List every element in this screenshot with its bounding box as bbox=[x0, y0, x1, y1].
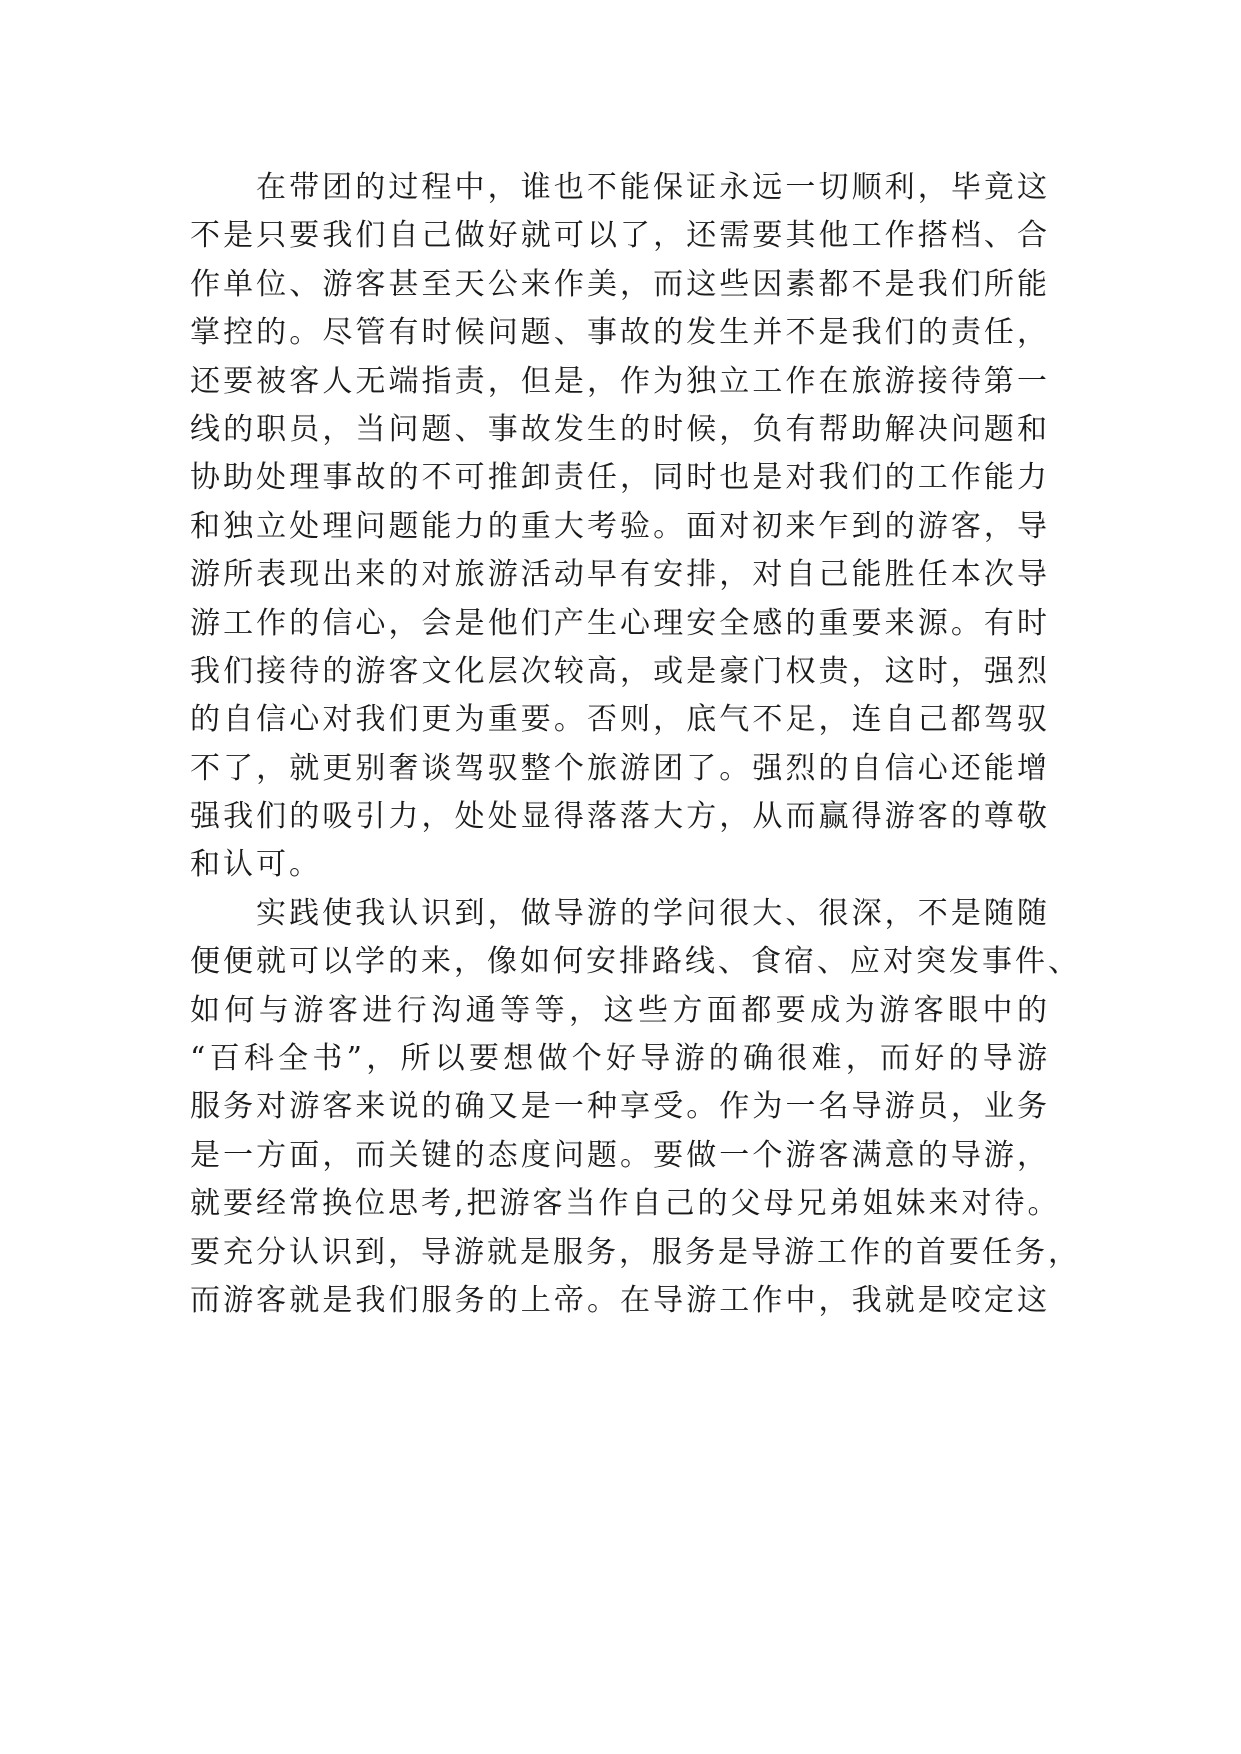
paragraph-line: 作单位、游客甚至天公来作美，而这些因素都不是我们所能 bbox=[190, 266, 1050, 302]
paragraph-line: 还要被客人无端指责，但是，作为独立工作在旅游接待第一 bbox=[190, 363, 1050, 399]
paragraph-line: 而游客就是我们服务的上帝。在导游工作中，我就是咬定这 bbox=[190, 1282, 1050, 1318]
paragraph-line: 强我们的吸引力，处处显得落落大方，从而赢得游客的尊敬 bbox=[190, 799, 1050, 835]
paragraph-line: 和认可。 bbox=[190, 847, 322, 883]
paragraph-line: 要充分认识到，导游就是服务，服务是导游工作的首要任务， bbox=[190, 1234, 1081, 1270]
paragraph-line: 我们接待的游客文化层次较高，或是豪门权贵，这时，强烈 bbox=[190, 653, 1050, 689]
document-body bbox=[190, 164, 1081, 1325]
paragraph-line: 服务对游客来说的确又是一种享受。作为一名导游员，业务 bbox=[190, 1089, 1050, 1125]
paragraph-line: 不了，就更别奢谈驾驭整个旅游团了。强烈的自信心还能增 bbox=[190, 750, 1050, 786]
paragraph-line: 线的职员，当问题、事故发生的时候，负有帮助解决问题和 bbox=[190, 411, 1050, 447]
paragraph-line: 在带团的过程中，谁也不能保证永远一切顺利，毕竟这 bbox=[256, 170, 1050, 205]
paragraph-line: 便便就可以学的来，像如何安排路线、食宿、应对突发事件、 bbox=[190, 944, 1081, 980]
paragraph-line: 是一方面，而关键的态度问题。要做一个游客满意的导游， bbox=[190, 1137, 1050, 1173]
paragraph-line: 掌控的。尽管有时候问题、事故的发生并不是我们的责任， bbox=[190, 315, 1050, 351]
paragraph-line: 实践使我认识到，做导游的学问很大、很深，不是随随 bbox=[256, 895, 1050, 931]
paragraph-line: 的自信心对我们更为重要。否则，底气不足，连自己都驾驭 bbox=[190, 702, 1050, 738]
paragraph-1 bbox=[190, 164, 1050, 890]
paragraph-line: 就要经常换位思考,把游客当作自己的父母兄弟姐妹来对待。 bbox=[190, 1186, 1061, 1222]
paragraph-line: 和独立处理问题能力的重大考验。面对初来乍到的游客，导 bbox=[190, 508, 1050, 544]
paragraph-2 bbox=[190, 890, 1081, 1326]
paragraph-line: 协助处理事故的不可推卸责任，同时也是对我们的工作能力 bbox=[190, 460, 1050, 496]
paragraph-line: 如何与游客进行沟通等等，这些方面都要成为游客眼中的 bbox=[190, 992, 1050, 1028]
paragraph-line: 不是只要我们自己做好就可以了，还需要其他工作搭档、合 bbox=[190, 218, 1050, 254]
paragraph-line: 游工作的信心，会是他们产生心理安全感的重要来源。有时 bbox=[190, 605, 1050, 641]
paragraph-line: “百科全书”，所以要想做个好导游的确很难，而好的导游 bbox=[190, 1041, 1050, 1077]
paragraph-line: 游所表现出来的对旅游活动早有安排，对自己能胜任本次导 bbox=[190, 557, 1050, 593]
